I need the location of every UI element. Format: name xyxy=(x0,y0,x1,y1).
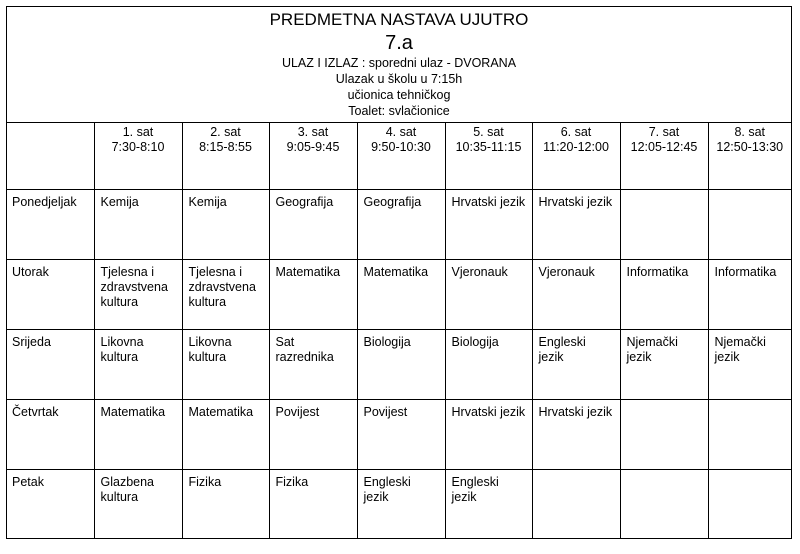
period-header-8: 8. sat 12:50-13:30 xyxy=(708,123,791,189)
period-header-7: 7. sat 12:05-12:45 xyxy=(620,123,708,189)
subject-cell: Likovna kultura xyxy=(182,329,269,399)
table-row xyxy=(7,189,791,259)
subject-cell: Matematika xyxy=(94,399,182,469)
day-label: Četvrtak xyxy=(7,399,94,469)
subject-cell: Povijest xyxy=(357,399,445,469)
timetable-sheet xyxy=(6,6,792,539)
subject-cell xyxy=(708,399,791,469)
subject-cell: Engleski jezik xyxy=(357,469,445,538)
day-label: Petak xyxy=(7,469,94,538)
schedule-table xyxy=(7,123,791,538)
table-row xyxy=(7,469,791,538)
subject-cell: Njemački jezik xyxy=(620,329,708,399)
subject-cell: Geografija xyxy=(269,189,357,259)
subject-cell: Kemija xyxy=(94,189,182,259)
period-header-3: 3. sat 9:05-9:45 xyxy=(269,123,357,189)
subject-cell: Kemija xyxy=(182,189,269,259)
subject-cell: Glazbena kultura xyxy=(94,469,182,538)
subject-cell: Matematika xyxy=(357,259,445,329)
subject-cell: Matematika xyxy=(269,259,357,329)
timetable-header xyxy=(7,7,791,123)
subject-cell: Hrvatski jezik xyxy=(445,399,532,469)
subject-cell: Sat razrednika xyxy=(269,329,357,399)
period-header-2: 2. sat 8:15-8:55 xyxy=(182,123,269,189)
subject-cell: Informatika xyxy=(708,259,791,329)
subject-cell: Hrvatski jezik xyxy=(532,399,620,469)
subject-cell: Vjeronauk xyxy=(445,259,532,329)
subject-cell: Hrvatski jezik xyxy=(445,189,532,259)
day-label: Utorak xyxy=(7,259,94,329)
subject-cell: Geografija xyxy=(357,189,445,259)
arrival-info: Ulazak u školu u 7:15h xyxy=(335,72,463,86)
day-label: Srijeda xyxy=(7,329,94,399)
page-title: PREDMETNA NASTAVA UJUTRO xyxy=(269,10,529,29)
period-header-1: 1. sat 7:30-8:10 xyxy=(94,123,182,189)
subject-cell: Tjelesna i zdravstvena kultura xyxy=(94,259,182,329)
period-header-6: 6. sat 11:20-12:00 xyxy=(532,123,620,189)
subject-cell: Fizika xyxy=(182,469,269,538)
entrance-info: ULAZ I IZLAZ : sporedni ulaz - DVORANA xyxy=(281,56,517,70)
period-header-4: 4. sat 9:50-10:30 xyxy=(357,123,445,189)
subject-cell: Njemački jezik xyxy=(708,329,791,399)
subject-cell: Hrvatski jezik xyxy=(532,189,620,259)
table-row xyxy=(7,329,791,399)
table-header-row xyxy=(7,123,791,189)
subject-cell: Informatika xyxy=(620,259,708,329)
subject-cell xyxy=(620,469,708,538)
table-row xyxy=(7,259,791,329)
corner-cell xyxy=(7,123,94,189)
subject-cell: Engleski jezik xyxy=(532,329,620,399)
subject-cell: Likovna kultura xyxy=(94,329,182,399)
subject-cell: Povijest xyxy=(269,399,357,469)
period-header-5: 5. sat 10:35-11:15 xyxy=(445,123,532,189)
subject-cell xyxy=(620,189,708,259)
subject-cell: Matematika xyxy=(182,399,269,469)
class-label: 7.a xyxy=(385,32,413,54)
subject-cell xyxy=(708,469,791,538)
subject-cell xyxy=(708,189,791,259)
subject-cell: Biologija xyxy=(357,329,445,399)
classroom-info: učionica tehničkog xyxy=(347,88,451,102)
subject-cell: Fizika xyxy=(269,469,357,538)
toilet-info: Toalet: svlačionice xyxy=(348,104,450,118)
subject-cell: Biologija xyxy=(445,329,532,399)
subject-cell: Tjelesna i zdravstvena kultura xyxy=(182,259,269,329)
day-label: Ponedjeljak xyxy=(7,189,94,259)
subject-cell xyxy=(532,469,620,538)
subject-cell xyxy=(620,399,708,469)
subject-cell: Engleski jezik xyxy=(445,469,532,538)
subject-cell: Vjeronauk xyxy=(532,259,620,329)
table-row xyxy=(7,399,791,469)
